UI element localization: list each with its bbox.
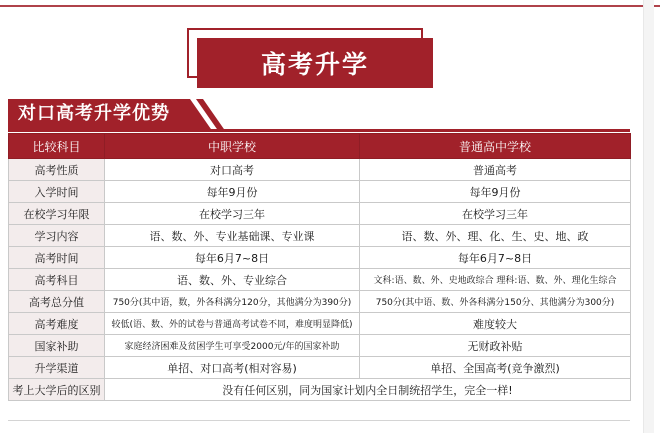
vocational-cell: 750分(其中语，数，外各科满分120分，其他满分为390分) — [105, 291, 360, 313]
row-label: 考上大学后的区别 — [9, 379, 105, 401]
header-compare-subject: 比较科目 — [9, 134, 105, 159]
section-header — [8, 99, 630, 132]
bottom-divider — [8, 420, 630, 421]
table-row — [9, 335, 631, 357]
section-title: 对口高考升学优势 — [18, 103, 170, 124]
scrollbar[interactable] — [643, 0, 654, 433]
row-label: 高考性质 — [9, 159, 105, 181]
high-school-cell: 语、数、外、理、化、生、史、地、政 — [360, 225, 631, 247]
merged-cell: 没有任何区别，同为国家计划内全日制统招学生，完全一样! — [105, 379, 631, 401]
high-school-cell: 在校学习三年 — [360, 203, 631, 225]
vocational-cell: 每年6月7~8日 — [105, 247, 360, 269]
row-label: 在校学习年限 — [9, 203, 105, 225]
comparison-table — [8, 133, 631, 401]
header-high-school: 普通高中学校 — [360, 134, 631, 159]
table-row — [9, 159, 631, 181]
table-row — [9, 357, 631, 379]
vocational-cell: 在校学习三年 — [105, 203, 360, 225]
row-label: 国家补助 — [9, 335, 105, 357]
high-school-cell: 普通高考 — [360, 159, 631, 181]
top-divider — [0, 5, 660, 7]
high-school-cell: 每年9月份 — [360, 181, 631, 203]
vocational-cell: 语、数、外、专业综合 — [105, 269, 360, 291]
high-school-cell: 文科:语、数、外、史地政综合 理科:语、数、外、理化生综合 — [360, 269, 631, 291]
table-row — [9, 181, 631, 203]
vocational-cell: 较低(语、数、外的试卷与普通高考试卷不同，难度明显降低) — [105, 313, 360, 335]
row-label: 高考总分值 — [9, 291, 105, 313]
table-header-row — [9, 134, 631, 159]
section-header-underline — [8, 129, 630, 132]
high-school-cell: 难度较大 — [360, 313, 631, 335]
table-row — [9, 225, 631, 247]
title-block — [187, 28, 435, 90]
row-label: 高考时间 — [9, 247, 105, 269]
page-title: 高考升学 — [197, 38, 433, 88]
row-label: 高考科目 — [9, 269, 105, 291]
vocational-cell: 单招、对口高考(相对容易) — [105, 357, 360, 379]
header-vocational-school: 中职学校 — [105, 134, 360, 159]
vocational-cell: 家庭经济困难及贫困学生可享受2000元/年的国家补助 — [105, 335, 360, 357]
row-label: 高考难度 — [9, 313, 105, 335]
high-school-cell: 750分(其中语、数、外各科满分150分、其他满分为300分) — [360, 291, 631, 313]
table-row — [9, 269, 631, 291]
row-label: 升学渠道 — [9, 357, 105, 379]
high-school-cell: 每年6月7~8日 — [360, 247, 631, 269]
row-label: 入学时间 — [9, 181, 105, 203]
high-school-cell: 单招、全国高考(竞争激烈) — [360, 357, 631, 379]
table-row — [9, 291, 631, 313]
table-row-final — [9, 379, 631, 401]
table-row — [9, 203, 631, 225]
vocational-cell: 对口高考 — [105, 159, 360, 181]
vocational-cell: 每年9月份 — [105, 181, 360, 203]
table-row — [9, 313, 631, 335]
high-school-cell: 无财政补贴 — [360, 335, 631, 357]
table-row — [9, 247, 631, 269]
vocational-cell: 语、数、外、专业基础课、专业课 — [105, 225, 360, 247]
row-label: 学习内容 — [9, 225, 105, 247]
